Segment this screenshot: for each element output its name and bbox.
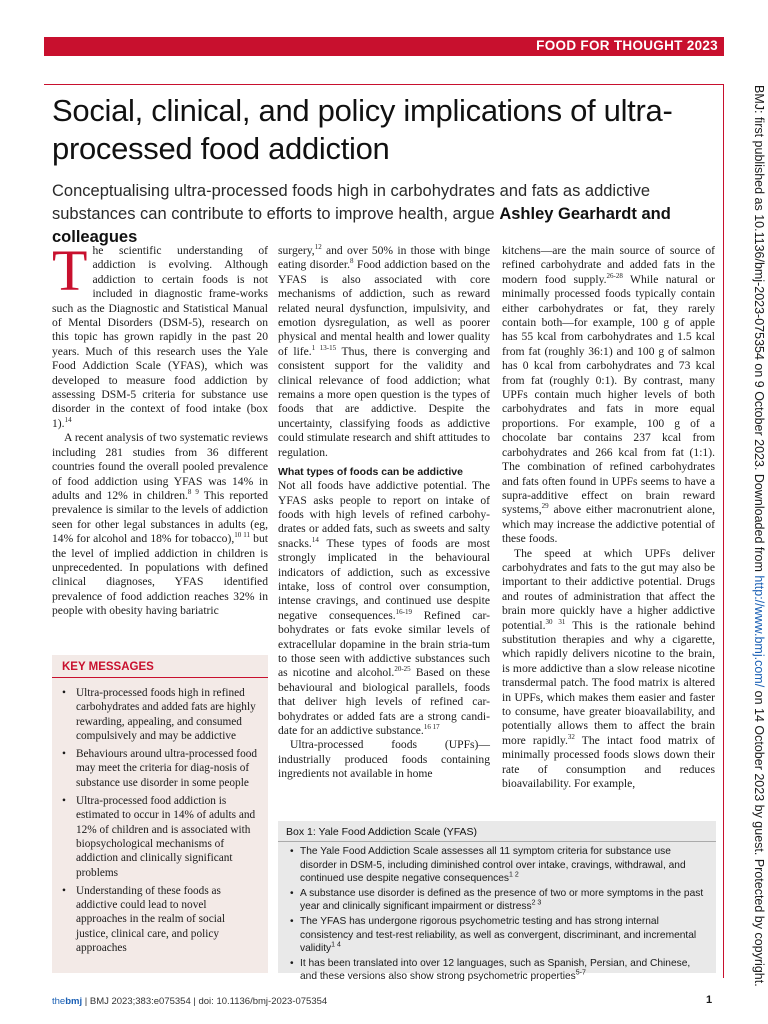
brand-bmj: bmj [65,996,83,1007]
paragraph [502,547,715,792]
text-run: Not all foods have addictive potential. The YFAS asks people to report on intake of foods with high levels of refined carbohy-drates or added fats, such as sweets and salty snacks. [278,479,490,550]
reference: 26-28 [606,271,623,280]
list-item: • Understanding of these foods as addictive could lead to novel approaches in the realm of social justice, clinical care, and policy approaches [76,884,260,955]
reference: 8 9 [187,488,199,497]
text-run: he scientific understanding of addiction is evolving. Although addiction to certain foods is not included in diagnostic frame-works such as the Diagnostic and Statistical Manual of Mental Disorders (DSM-5), research on this topic has grown rapidly in the past 20 years. Much of this research uses the Yale Food Addiction Scale (YFAS), which was developed to measure food addiction by assessing DSM-5 criteria for substance use disorder in the context of food intake (box 1). [52,244,268,430]
brand-the: the [52,996,66,1007]
box-1-heading: Box 1: Yale Food Addiction Scale (YFAS) [278,821,716,842]
section-banner [44,37,724,56]
text-run: This reported prevalence is similar to the levels of addiction seen for other legal substances in adults (eg, 14% for alcohol and 18% for tobacco), [52,488,269,546]
box-1-list [278,845,716,984]
text-run: kitchens—are the main source of source of refined carbohydrate and added fats in the modern food supply. [502,244,715,286]
paragraph [278,479,490,738]
list-item: • Behaviours around ultra-processed food may meet the criteria for diag-nosis of substance use disorder in some people [76,747,260,790]
paragraph: Ultra-processed foods (UPFs)—industrially produced foods containing ingredients not available in home [278,738,490,781]
key-messages-heading: KEY MESSAGES [52,655,268,678]
text-run: This is the rationale behind substitution therapies and why a cigarette, which rapidly delivers nicotine to the brain, is more addictive than a slow release nicotine transdermal patch. The food matrix is altered in UPFs, which makes them easier and faster to consume, have greater bioavailability, and potentially allows them to affect the brain more rapidly. [502,618,716,747]
page-footer [52,996,327,1007]
body-column-1 [52,238,269,619]
box-1-yfas [278,821,716,983]
authors: Ashley Gearhardt and colleagues [52,205,671,246]
reference: 8 [350,257,354,266]
reference: 16 17 [423,723,440,732]
section-heading: What types of foods can be addictive [278,466,463,479]
body-column-2 [278,244,490,782]
list-item [300,957,710,984]
list-item [300,887,710,914]
text-run: The intact food matrix of minimally processed foods slows down their rate of consumption and reduces bioavailability. For example, [502,733,715,791]
paragraph [52,431,268,618]
reference: 1 4 [331,941,341,949]
text-run: but the level of implied addiction in children is unprecedented. In populations with defined clinical diagnoses, YFAS identified prevalence of food addiction reaches 32% in people with obesity having bariatric [52,532,268,618]
text-run: A substance use disorder is defined as the presence of two or more symptoms in the past year and clinically significant impairment or distress [300,887,704,913]
key-messages-list [52,686,268,955]
citation: | BMJ 2023;383:e075354 | doi: 10.1136/bmj-2023-075354 [82,996,328,1007]
reference: 16-19 [395,607,413,616]
copyright-sidenote [748,85,766,987]
bmj-link[interactable]: http://www.bmj.com/ [752,575,766,688]
text-run: The YFAS has undergone rigorous psychometric testing and has strong internal consistency and test-rest reliability, as well as convergent, discriminant, and incremental validity [300,915,697,955]
text-run: While natural or minimally processed foods typically contain either carbohydrates or fat, they rarely contain both—for example, 100 g of apple has 55 kcal from carbohydrates and 1.5 kcal from fat (roughly 36:1) and 100 g of salmon has 0 kcal from carbohydrates and 73 kcal from fat (roughly 0:1). By contrast, many UPFs contain much higher levels of both carbohydrates and fats in more equal proportions. For example, 100 g of a chocolate bar contains 237 kcal from carbohydrates and 266 kcal from fat (1:1). The combination of refined carbohydrates and fats often found in UPFs seems to have a supra-additive effect on brain reward systems, [502,272,715,517]
body-column-3 [502,244,715,791]
text-run: Refined car-bohydrates or fats evoke similar levels of extracellular dopamine in the brain stria-tum to those seen with addictive substances such as nicotine and alcohol. [278,608,491,680]
reference: 12 [314,243,322,252]
reference: 1 13-15 [311,343,337,352]
reference: 29 [541,502,549,511]
text-run: The Yale Food Addiction Scale assesses all 11 symptom criteria for substance use disorder in DSM-5, including diminished control over intake, cravings, withdrawal, and continued use despite negative consequences [300,846,686,885]
article-title: Social, clinical, and policy implications of ultra-processed food addiction [52,93,673,166]
paragraph [278,244,490,460]
reference: 32 [567,732,575,741]
paragraph [52,238,268,431]
list-item: • Ultra-processed food addiction is estimated to occur in 14% of adults and 12% of children and is associated with biopsychological mechanisms of addiction and clinically significant problems [76,794,260,880]
page-number: 1 [706,994,713,1006]
text-run: surgery, [278,244,315,257]
drop-cap: T [52,238,88,303]
section-label: FOOD FOR THOUGHT 2023 [536,38,718,53]
reference: 30 31 [545,617,566,626]
reference: 14 [64,416,72,425]
list-item [300,915,710,956]
text-run: Food addiction based on the YFAS is also associated with core mechanisms of addiction, such as reward related neural dysfunction, impulsivity, and emotion dysregulation, as well as poorer physical and mental health and lower quality of life. [278,258,490,358]
reference: 5-7 [575,969,586,977]
reference: 20-25 [394,665,411,674]
text-run: Based on these behavioural and biological parallels, foods that deliver high levels of refined car-bohydrates or added fats are a strong candi-date for an addictive substance. [278,666,490,737]
list-item: • Ultra-processed foods high in refined carbohydrates and added fats are highly rewarding, appealing, and consumed compulsively and may be addictive [76,686,260,743]
text-run: and over 50% in those with binge eating disorder. [278,244,490,272]
standfirst-text: Conceptualising ultra-processed foods high in carbohydrates and fats as addictive substances can contribute to efforts to improve health, argue [52,182,651,223]
text-run: These types of foods are most strongly implicated in the behavioural indicators of addiction, such as excessive intake, loss of control over consumption, intense cravings, and continued use despite negative consequences. [278,536,490,622]
text-run: The speed at which UPFs deliver carbohydrates and fats to the gut may also be important to their addictive potential. Drugs and routes of administration that affect the brain more quickly have a higher addictive potential. [502,546,715,632]
reference: 1 2 [509,871,519,879]
paragraph [502,244,715,547]
text-run: Thus, there is converging and consistent support for the validity and clinical relevance of food addiction; what remains a more open question is the types of foods that are addictive. Despite the uncertainty, classifying foods as addictive could stimulate research and shift attitudes to regulation. [278,344,490,459]
sidenote-suffix: on 14 October 2023 by guest. Protected by copyright. [752,687,766,987]
frame-right-rule [723,84,724,978]
list-item [300,845,710,886]
text-run: above either macronutrient alone, which may increase the addictive potential of these foods. [502,503,715,546]
key-messages-box [52,655,268,973]
reference: 10 11 [234,531,250,540]
text-run: It has been translated into over 12 languages, such as Spanish, Persian, and Chinese, and these versions also show strong psychometric properties [300,957,691,983]
text-run: A recent analysis of two systematic reviews including 281 studies from 36 different countries found the overall pooled prevalence of food addiction using YFAS was 14% in adults and 12% in children. [52,431,268,502]
reference: 14 [311,535,319,544]
reference: 2 3 [531,899,542,907]
sidenote-prefix: BMJ: first published as 10.1136/bmj-2023-075354 on 9 October 2023. Downloaded from [752,85,766,576]
